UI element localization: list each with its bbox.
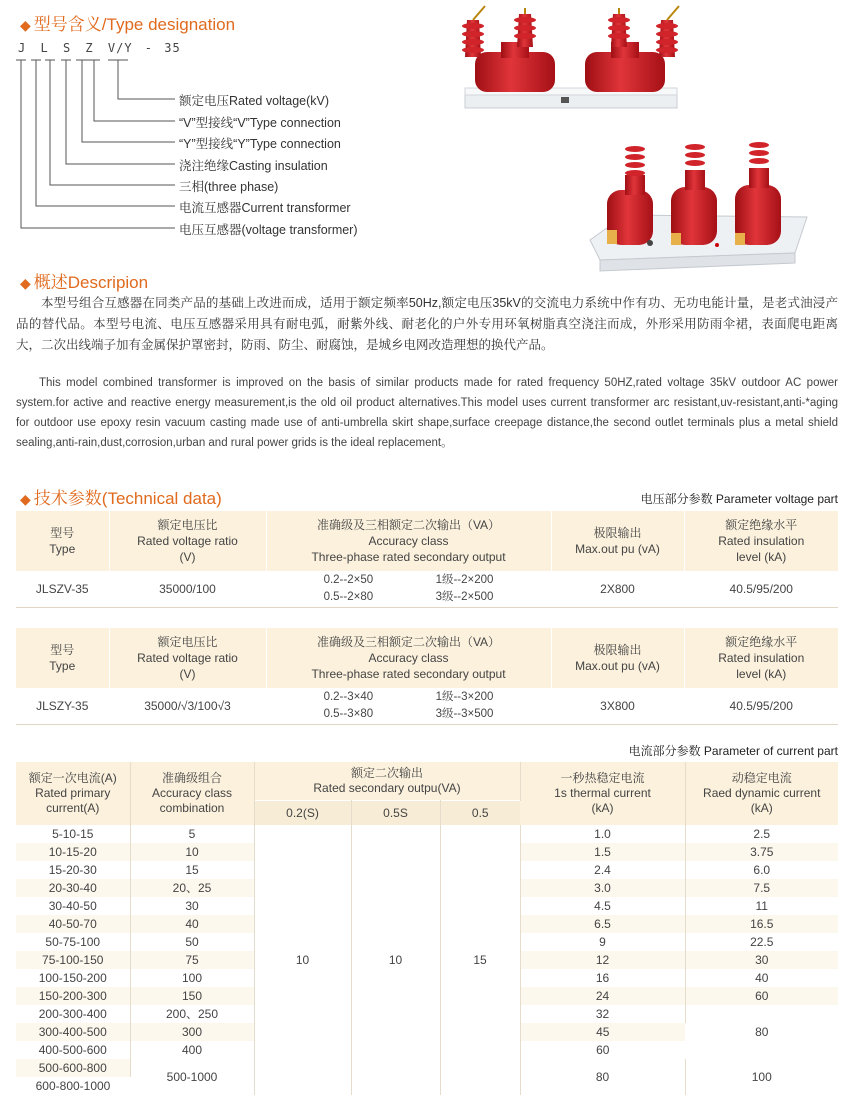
cell-accuracy-combination: 150 bbox=[130, 987, 254, 1005]
cell-primary-current: 300-400-500 bbox=[16, 1023, 130, 1041]
code-35: 35 bbox=[164, 41, 181, 55]
cell-accuracy-combination: 30 bbox=[130, 897, 254, 915]
cell-dynamic-current: 7.5 bbox=[685, 879, 838, 897]
cell-dynamic-current: 6.0 bbox=[753, 863, 771, 877]
cell-thermal-current: 1.5 bbox=[520, 843, 685, 861]
cell-thermal-current: 80 bbox=[520, 1059, 685, 1095]
header-dynamic-current: 动稳定电流 Raed dynamic current (kA) bbox=[685, 762, 838, 825]
cell-accuracy-combination: 10 bbox=[130, 843, 254, 861]
cell-accuracy-combination: 100 bbox=[130, 969, 254, 987]
cell-primary-current: 200-300-400 bbox=[16, 1005, 130, 1023]
header-class-05: 0.5 bbox=[440, 801, 520, 826]
product-photo-v-type bbox=[445, 2, 695, 120]
cell-secondary-output-1: 10 bbox=[351, 825, 440, 1095]
voltage-caption: 电压部分参数 Parameter voltage part bbox=[640, 492, 838, 506]
code-j: J bbox=[18, 41, 27, 55]
overview-text-en: This model combined transformer is improved on the basis of similar products made for rated frequency 50HZ,rated voltage 35kV outdoor AC power system.for active and reactive energy measurement,is the old oil product alternatives.This model uses current transformer arc resistant,uv-resistant,anti-*aging for outdoor use epoxy resin vacuum casting made use of anti-umbrella skirt shape,surface creepage distance,the second outlet terminals plus a metal shield sealing,anti-rain,dust,corrosion,urban and rural power grids is the ideal replacement。 bbox=[16, 377, 838, 449]
cell-thermal-current: 1.0 bbox=[520, 825, 685, 843]
cell-dynamic-current: 11 bbox=[755, 899, 768, 913]
cell-primary-current: 400-500-600 bbox=[16, 1041, 130, 1059]
cell-secondary-output-0: 10 bbox=[254, 825, 351, 1095]
label-y-connection: “Y”型接线“Y”Type connection bbox=[179, 137, 341, 151]
code-s: S bbox=[62, 41, 72, 55]
cell-thermal-current: 12 bbox=[520, 951, 685, 969]
cell-dynamic-current: 40 bbox=[755, 971, 769, 985]
cell-accuracy: 0.2--3×40 1级--3×200 0.5--3×80 3级--3×500 bbox=[266, 688, 551, 725]
header-insulation: 额定绝缘水平 Rated insulation level (kA) bbox=[684, 511, 838, 571]
cell-max-output: 2X800 bbox=[551, 571, 684, 608]
cell-dynamic-current: 60 bbox=[685, 987, 838, 1005]
diamond-bullet-icon: ◆ bbox=[20, 17, 31, 33]
cell-thermal-current: 24 bbox=[520, 987, 685, 1005]
cell-accuracy-combination: 40 bbox=[130, 915, 254, 933]
table-row bbox=[16, 825, 838, 843]
cell-accuracy: 0.2--2×50 1级--2×200 0.5--2×80 3级--2×500 bbox=[266, 571, 551, 608]
header-type: 型号 Type bbox=[16, 628, 109, 688]
cell-primary-current: 500-600-800 bbox=[16, 1059, 130, 1077]
label-three-phase: 三相(three phase) bbox=[179, 180, 279, 194]
cell-primary-current: 600-800-1000 bbox=[35, 1079, 111, 1093]
cell-thermal-current: 6.5 bbox=[520, 915, 685, 933]
cell-primary-current: 75-100-150 bbox=[16, 951, 130, 969]
label-voltage-transformer: 电压互感器(voltage transformer) bbox=[179, 223, 358, 237]
header-class-05s: 0.5S bbox=[351, 801, 440, 826]
cell-accuracy-combination: 20、25 bbox=[130, 879, 254, 897]
cell-dynamic-current: 80 bbox=[685, 1005, 838, 1059]
current-caption: 电流部分参数 Parameter of current part bbox=[628, 744, 838, 758]
header-accuracy: 准确级及三相额定二次输出（VA） Accuracy class Three-phase rated secondary output bbox=[266, 511, 551, 571]
voltage-table-v bbox=[16, 511, 838, 608]
cell-accuracy-combination: 300 bbox=[130, 1023, 254, 1041]
cell-thermal-current: 60 bbox=[596, 1043, 610, 1057]
cell-secondary-output-2: 15 bbox=[440, 825, 520, 1095]
cell-accuracy-combination: 15 bbox=[130, 861, 254, 879]
cell-primary-current: 5-10-15 bbox=[16, 825, 130, 843]
code-vy: V/Y bbox=[107, 41, 133, 55]
cell-ratio: 35000/100 bbox=[109, 571, 266, 608]
product-photo-y-type bbox=[585, 135, 810, 275]
cell-dynamic-current: 22.5 bbox=[750, 935, 774, 949]
cell-dynamic-current: 30 bbox=[685, 951, 838, 969]
header-accuracy-combination: 准确级组合 Accuracy class combination bbox=[130, 762, 254, 825]
header-secondary-output: 额定二次输出 Rated secondary outpu(VA) bbox=[254, 762, 520, 801]
cell-accuracy-combination: 5 bbox=[130, 825, 254, 843]
cell-dynamic-current: 100 bbox=[685, 1059, 838, 1095]
cell-accuracy-combination: 500-1000 bbox=[130, 1059, 254, 1095]
header-ratio: 额定电压比 Rated voltage ratio (V) bbox=[109, 511, 266, 571]
table-row bbox=[16, 571, 838, 608]
cell-dynamic-current: 3.75 bbox=[685, 843, 838, 861]
header-accuracy: 准确级及三相额定二次输出（VA） Accuracy class Three-phase rated secondary output bbox=[266, 628, 551, 688]
cell-thermal-current: 2.4 bbox=[520, 861, 685, 879]
header-insulation: 额定绝缘水平 Rated insulation level (kA) bbox=[684, 628, 838, 688]
cell-primary-current: 10-15-20 bbox=[16, 843, 130, 861]
header-thermal-current: 一秒热稳定电流 1s thermal current (kA) bbox=[520, 762, 685, 825]
header-max-output: 极限输出 Max.out pu (vA) bbox=[551, 628, 684, 688]
diamond-bullet-icon: ◆ bbox=[20, 491, 31, 507]
cell-insulation: 40.5/95/200 bbox=[684, 571, 838, 608]
label-rated-voltage: 额定电压Rated voltage(kV) bbox=[179, 94, 330, 108]
cell-max-output: 3X800 bbox=[551, 688, 684, 725]
header-primary-current: 额定一次电流(A) Rated primary current(A) bbox=[16, 762, 130, 825]
header-max-output: 极限输出 Max.out pu (vA) bbox=[551, 511, 684, 571]
cell-accuracy-combination: 200、250 bbox=[130, 1005, 254, 1023]
cell-primary-current: 50-75-100 bbox=[16, 933, 130, 951]
label-casting-insulation: 浇注绝缘Casting insulation bbox=[179, 159, 328, 173]
code-z: Z bbox=[85, 41, 94, 55]
header-type: 型号 Type bbox=[16, 511, 109, 571]
cell-ratio: 35000/√3/100√3 bbox=[109, 688, 266, 725]
cell-type: JLSZY-35 bbox=[16, 688, 109, 725]
cell-accuracy-combination: 50 bbox=[130, 933, 254, 951]
header-class-02s: 0.2(S) bbox=[254, 801, 351, 826]
cell-primary-current: 100-150-200 bbox=[16, 969, 130, 987]
header-ratio: 额定电压比 Rated voltage ratio (V) bbox=[109, 628, 266, 688]
cell-primary-current: 20-30-40 bbox=[16, 879, 130, 897]
table-row bbox=[16, 688, 838, 725]
cell-type: JLSZV-35 bbox=[16, 571, 109, 608]
diamond-bullet-icon: ◆ bbox=[20, 275, 31, 291]
label-current-transformer: 电流互感器Current transformer bbox=[179, 201, 351, 215]
overview-text-cn: 本型号组合互感器在同类产品的基础上改进而成，适用于额定频率50Hz,额定电压35kV的交流电力系统中作有功、无功电能计量，是老式油浸产品的替代品。本型号电流、电压互感器采用具有耐电弧，耐紫外线、耐老化的户外专用环氧树脂真空浇注而成，外形采用防雨伞裙，表面爬电距离大，二次出线端子加有金属保护罩密封，防雨、防尘、耐腐蚀，是城乡电网改造理想的换代产品。 bbox=[16, 296, 838, 352]
cell-thermal-current: 16 bbox=[520, 969, 685, 987]
cell-thermal-current: 32 bbox=[520, 1005, 685, 1023]
cell-dynamic-current: 2.5 bbox=[753, 827, 771, 841]
cell-thermal-current: 4.5 bbox=[520, 897, 685, 915]
cell-thermal-current: 3.0 bbox=[520, 879, 685, 897]
designation-title: ◆ 型号含义/Type designation bbox=[20, 15, 236, 34]
cell-dynamic-current: 16.5 bbox=[685, 915, 838, 933]
code-l: L bbox=[40, 41, 49, 55]
cell-accuracy-combination: 400 bbox=[130, 1041, 254, 1059]
overview-title: ◆ 概述Descripion bbox=[20, 273, 149, 292]
cell-thermal-current: 45 bbox=[520, 1023, 685, 1041]
cell-primary-current: 15-20-30 bbox=[16, 861, 130, 879]
cell-primary-current: 150-200-300 bbox=[16, 987, 130, 1005]
technical-title: ◆ 技术参数(Technical data) bbox=[20, 489, 222, 508]
cell-insulation: 40.5/95/200 bbox=[684, 688, 838, 725]
label-v-connection: “V”型接线“V”Type connection bbox=[179, 116, 341, 130]
current-table bbox=[16, 762, 838, 1095]
cell-primary-current: 40-50-70 bbox=[16, 915, 130, 933]
code-dash: - bbox=[144, 41, 154, 55]
cell-accuracy-combination: 75 bbox=[130, 951, 254, 969]
voltage-table-y bbox=[16, 628, 838, 725]
cell-thermal-current: 9 bbox=[520, 933, 685, 951]
cell-primary-current: 30-40-50 bbox=[16, 897, 130, 915]
